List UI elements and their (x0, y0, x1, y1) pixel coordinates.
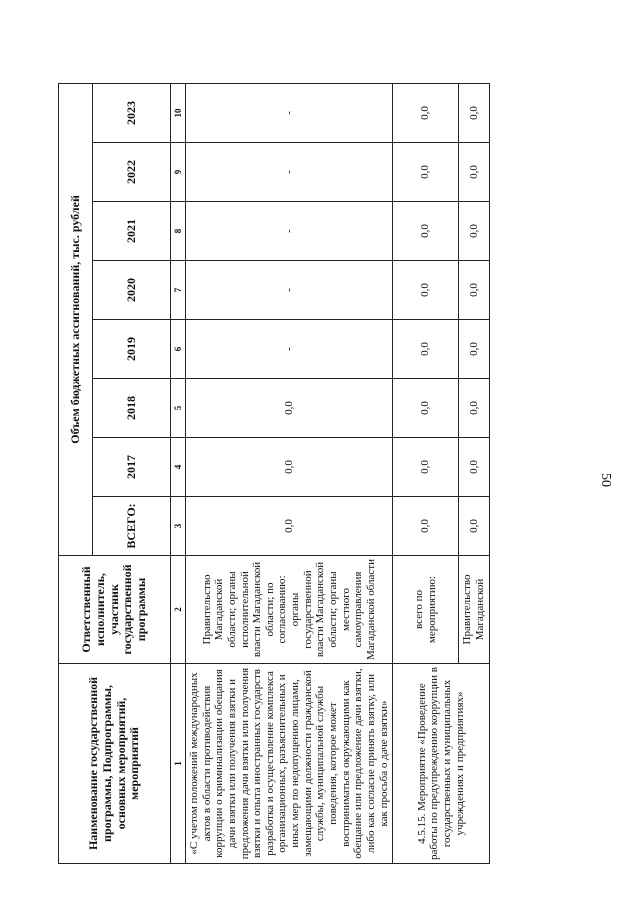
value-cell: 0,0 (459, 83, 489, 142)
column-number: 3 (171, 497, 186, 556)
column-number: 8 (171, 202, 186, 261)
value-cell: 0,0 (459, 320, 489, 379)
header-year: 2017 (93, 438, 171, 497)
value-cell: - (186, 320, 393, 379)
executor: Правительство Магаданской (459, 556, 489, 664)
value-cell: 0,0 (186, 497, 393, 556)
column-number: 4 (171, 438, 186, 497)
value-cell: 0,0 (459, 261, 489, 320)
header-year: 2020 (93, 261, 171, 320)
column-number: 1 (171, 664, 186, 864)
value-cell: 0,0 (393, 438, 459, 497)
value-cell: 0,0 (459, 379, 489, 438)
value-cell: 0,0 (393, 83, 459, 142)
header-executor: Ответственный исполнитель, участник государственной программы (59, 556, 171, 664)
header-budget: Объем бюджетных ассигнований, тыс. рублей (59, 83, 93, 555)
value-cell: 0,0 (393, 320, 459, 379)
column-number: 6 (171, 320, 186, 379)
header-year: 2022 (93, 143, 171, 202)
column-number: 9 (171, 143, 186, 202)
value-cell: 0,0 (459, 202, 489, 261)
column-number: 2 (171, 556, 186, 664)
table-row (393, 83, 459, 863)
measure-name: «С учетом положений международных актов в области противодействия коррупции о криминализации обещания дачи взятки или получения взятки и предложения дачи взятки или получения взятки и опыта иностранных государств разработка и осуществление комплекса организационных, разъяснительных и иных мер по недопущению лицами, замещающими должности гражданской службы, муниципальной службы поведения, которое может восприниматься окружающими как обещание или предложение дачи взятки, либо как согласие принять взятку, или как просьба о даче взятки» (186, 664, 393, 864)
value-cell: 0,0 (393, 497, 459, 556)
budget-table (58, 83, 490, 864)
value-cell: 0,0 (459, 143, 489, 202)
value-cell: - (186, 261, 393, 320)
header-year: ВСЕГО: (93, 497, 171, 556)
table-row (186, 83, 393, 863)
value-cell: - (186, 83, 393, 142)
rotated-table-container (58, 84, 538, 864)
value-cell: 0,0 (459, 438, 489, 497)
value-cell: 0,0 (186, 438, 393, 497)
column-number: 5 (171, 379, 186, 438)
value-cell: 0,0 (393, 143, 459, 202)
column-number: 7 (171, 261, 186, 320)
executor: Правительство Магаданской области; органы исполнительной власти Магаданской области; по согласованию: органы государственной власти Магаданской области; органы местного самоуправления Магаданской области (186, 556, 393, 664)
column-number: 10 (171, 83, 186, 142)
value-cell: 0,0 (393, 379, 459, 438)
header-year: 2021 (93, 202, 171, 261)
value-cell: 0,0 (393, 261, 459, 320)
value-cell: - (186, 202, 393, 261)
header-year: 2019 (93, 320, 171, 379)
header-year: 2023 (93, 83, 171, 142)
header-year: 2018 (93, 379, 171, 438)
value-cell: 0,0 (459, 497, 489, 556)
measure-name: 4.5.15. Мероприятие «Проведение работы по предупреждению коррупции в государственных и муниципальных учреждениях и предприятиях» (393, 664, 489, 864)
executor: всего по мероприятию: (393, 556, 459, 664)
header-name: Наименование государственной программы, Подпрограммы, основных мероприятий, мероприятий (59, 664, 171, 864)
value-cell: 0,0 (186, 379, 393, 438)
page-number: 50 (598, 473, 613, 487)
value-cell: - (186, 143, 393, 202)
value-cell: 0,0 (393, 202, 459, 261)
